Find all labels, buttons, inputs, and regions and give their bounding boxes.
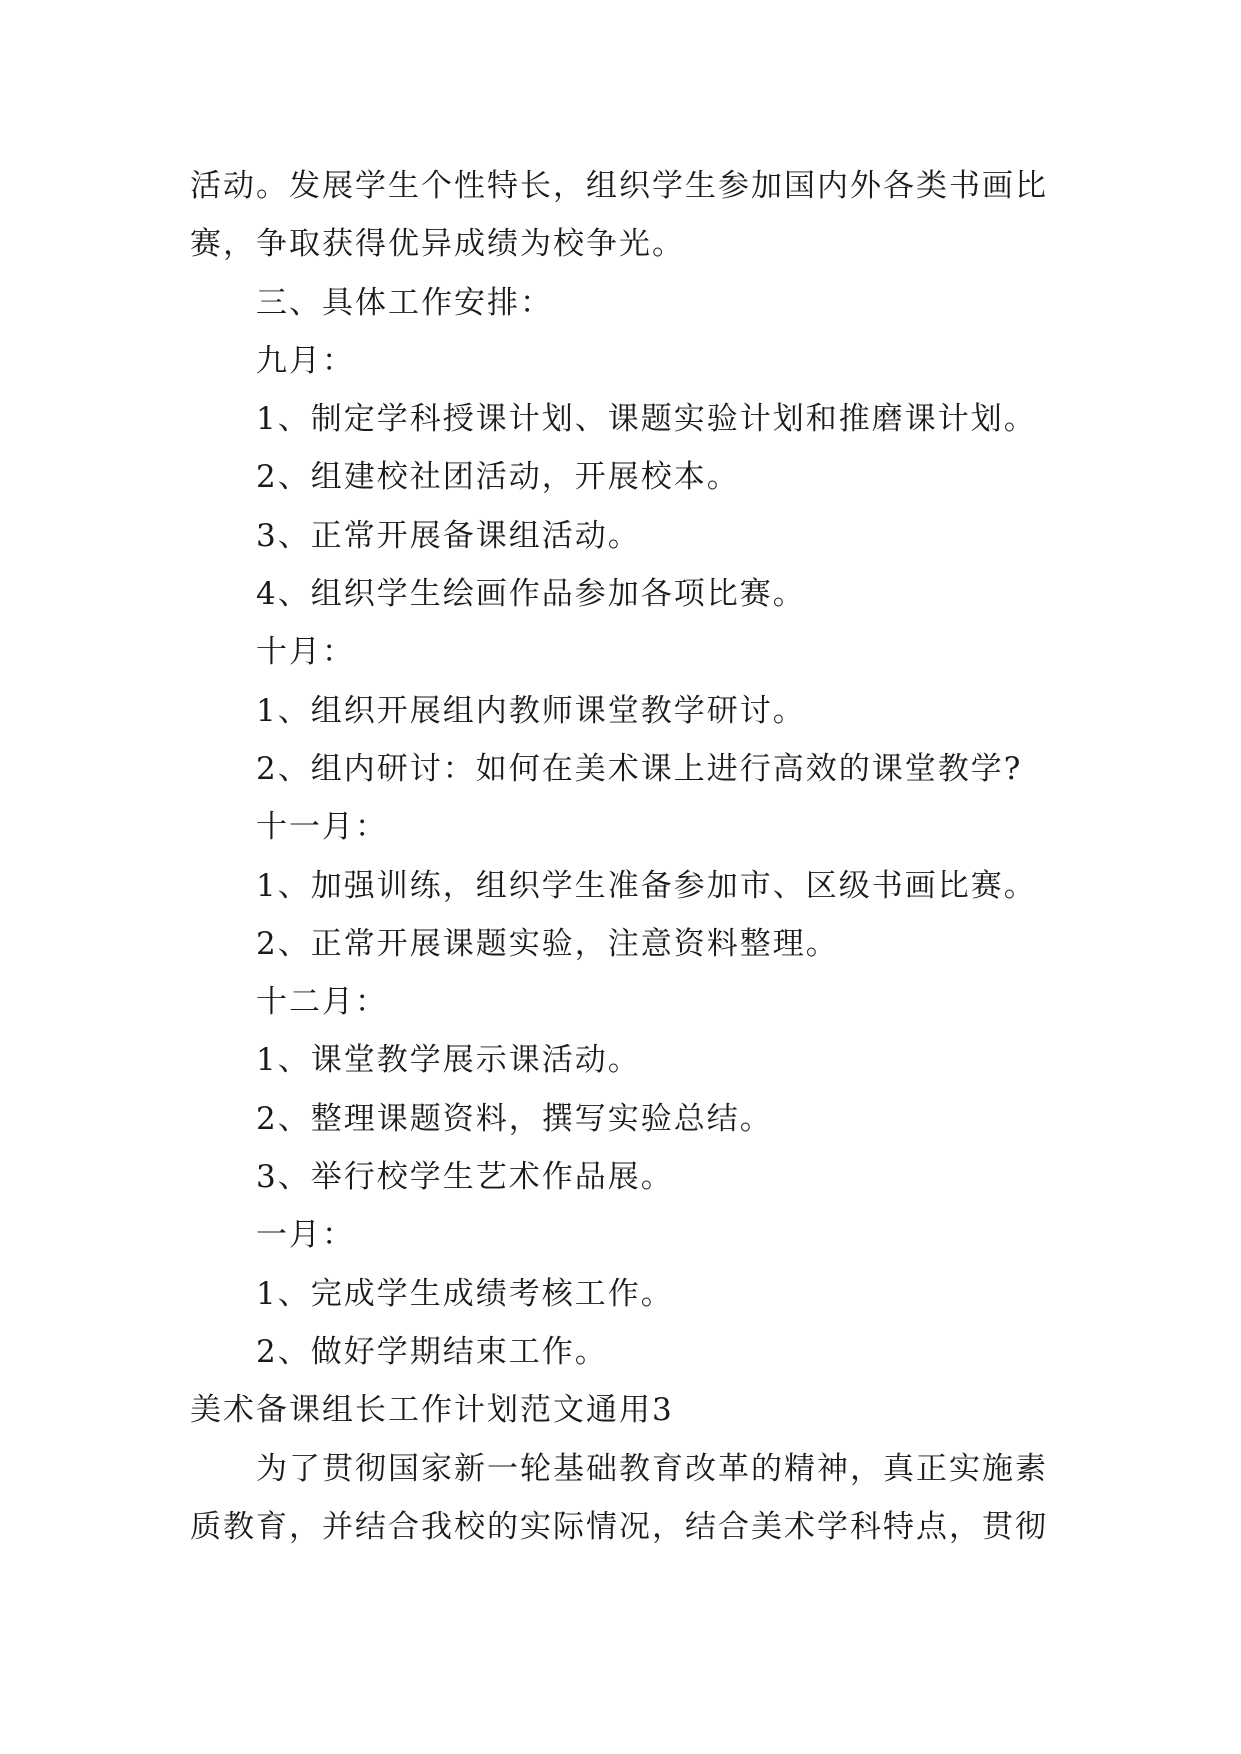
list-item: 1、课堂教学展示课活动。: [256, 1042, 641, 1079]
list-item: 1、制定学科授课计划、课题实验计划和推磨课计划。: [256, 401, 1037, 438]
list-item: 3、举行校学生艺术作品展。: [256, 1159, 674, 1196]
paragraph-first-line: 为了贯彻国家新一轮基础教育改革的精神，真正实施素: [256, 1450, 1048, 1487]
paragraph-continuation-line: 活动。发展学生个性特长，组织学生参加国内外各类书画比: [190, 168, 1048, 204]
paragraph-continuation-line: 质教育，并结合我校的实际情况，结合美术学科特点，贯彻: [190, 1508, 1048, 1545]
section-heading: 三、具体工作安排：: [256, 284, 553, 321]
list-item: 2、组建校社团活动，开展校本。: [256, 459, 740, 496]
list-item: 2、组内研讨：如何在美术课上进行高效的课堂教学?: [256, 750, 1023, 787]
list-item: 2、正常开展课题实验，注意资料整理。: [256, 925, 839, 962]
month-heading: 九月：: [256, 342, 355, 379]
list-item: 1、加强训练，组织学生准备参加市、区级书画比赛。: [256, 867, 1037, 904]
month-heading: 十一月：: [256, 809, 388, 846]
article-title: 美术备课组长工作计划范文通用3: [190, 1392, 674, 1429]
list-item: 3、正常开展备课组活动。: [256, 517, 641, 554]
month-heading: 十二月：: [256, 984, 388, 1021]
paragraph-continuation-line: 赛，争取获得优异成绩为校争光。: [190, 226, 685, 263]
month-heading: 一月：: [256, 1217, 355, 1254]
list-item: 1、组织开展组内教师课堂教学研讨。: [256, 692, 806, 729]
list-item: 2、整理课题资料，撰写实验总结。: [256, 1100, 773, 1137]
month-heading: 十月：: [256, 634, 355, 671]
list-item: 4、组织学生绘画作品参加各项比赛。: [256, 576, 806, 613]
document-page: [190, 157, 1060, 1556]
list-item: 2、做好学期结束工作。: [256, 1333, 608, 1370]
list-item: 1、完成学生成绩考核工作。: [256, 1275, 674, 1312]
